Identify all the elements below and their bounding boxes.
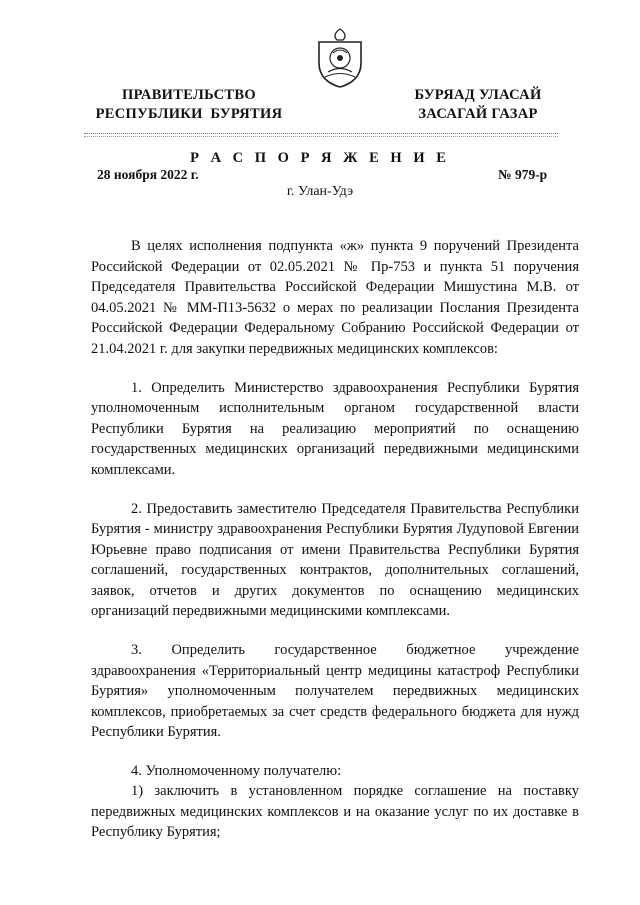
org-name-buryat	[398, 86, 558, 124]
org-right-line2: ЗАСАГАЙ ГАЗАР	[418, 106, 538, 122]
org-name-russian	[84, 86, 294, 124]
header-divider	[84, 133, 558, 134]
org-left-line2: РЕСПУБЛИКИ БУРЯТИЯ	[95, 106, 283, 122]
document-date: 28 ноября 2022 г.	[97, 167, 199, 182]
item-4-1-paragraph: 1) заключить в установленном порядке соглашение на поставку передвижных медицинских комплексов и на оказание услуг по их доставке в Республику Бурятия;	[91, 783, 579, 840]
item-3-paragraph: 3. Определить государственное бюджетное учреждение здравоохранения «Территориальный центр медицины катастроф Республики Бурятия» уполномоченным получателем передвижных медицинских комплексов, приобретаемых за счет средств федерального бюджета для нужд Республики Бурятия.	[91, 642, 579, 740]
org-left-line1: ПРАВИТЕЛЬСТВО	[122, 87, 256, 103]
org-right-line1: БУРЯАД УЛАСАЙ	[414, 87, 542, 103]
item-1-paragraph: 1. Определить Министерство здравоохранения Республики Бурятия уполномоченным исполнительным органом государственной власти Республики Бурятия на реализацию мероприятий по оснащению государственных медицинских организаций передвижными медицинскими комплексами.	[91, 379, 579, 478]
item-2-paragraph: 2. Предоставить заместителю Председателя Правительства Республики Бурятия - министру здравоохранения Республики Бурятия Лудуповой Евгении Юрьевне право подписания от имени Правительства Республики Бурятия соглашений, государственных контрактов, дополнительных соглашений, заявок, отчетов и других документов по оснащению медицинских организаций передвижными медицинскими комплексами.	[91, 500, 579, 619]
document-body	[91, 236, 579, 843]
preamble-paragraph: В целях исполнения подпункта «ж» пункта 9 поручений Президента Российской Федерации от 02.05.2021 № Пр-753 и пункта 51 поручения Председателя Правительства Российской Федерации Мишустина М.В. от 04.05.2021 № ММ-П13-5632 о мерах по реализации Послания Президента Российской Федерации Федеральному Собранию Российской Федерации от 21.04.2021 г. для закупки передвижных медицинских комплексов:	[91, 238, 579, 357]
coat-of-arms-icon	[313, 27, 367, 89]
document-city: г. Улан-Удэ	[286, 184, 354, 199]
item-4-paragraph: 4. Уполномоченному получателю:	[131, 762, 342, 779]
document-type: Р А С П О Р Я Ж Е Н И Е	[190, 150, 450, 166]
document-number: № 979-р	[498, 167, 548, 182]
header-divider-secondary	[84, 136, 558, 137]
